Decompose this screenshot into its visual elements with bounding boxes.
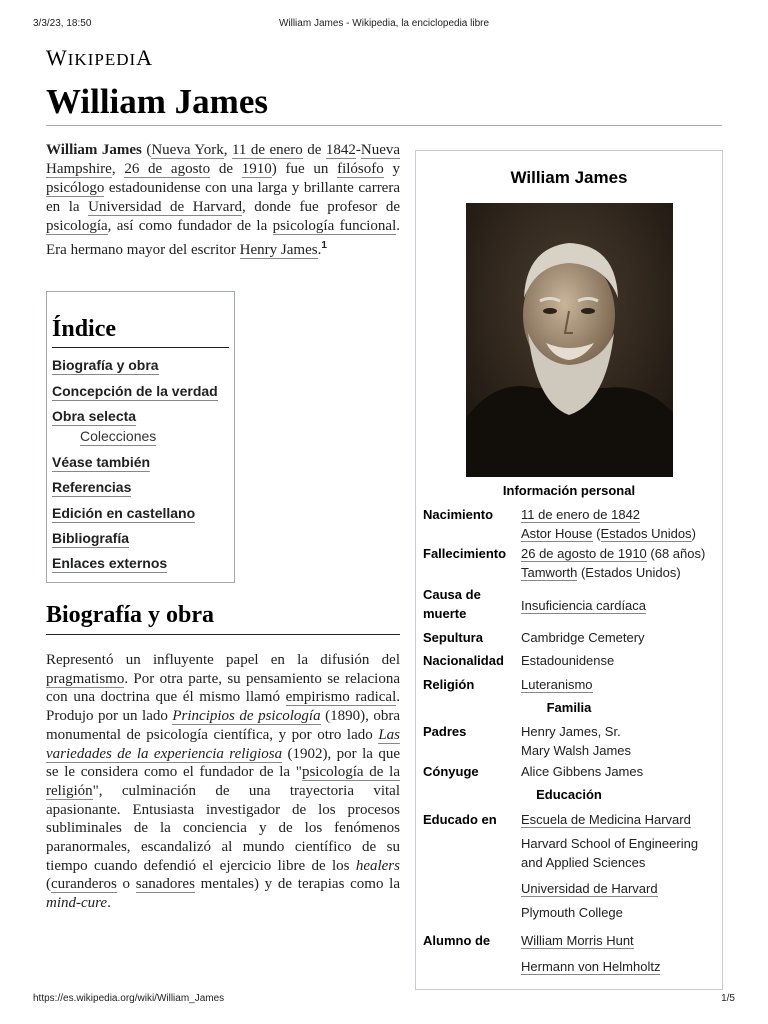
link-tamworth[interactable]: Tamworth [521,565,578,580]
link-curanderos[interactable]: curanderos [51,876,117,893]
birth-label: Nacimiento [423,507,494,522]
link-universidad-harvard[interactable]: Universidad de Harvard [521,881,658,896]
student-label: Alumno de [423,933,491,948]
section-heading: Biografía y obra [46,602,214,628]
link-sanadores[interactable]: sanadores [135,876,195,893]
teacher-2 [521,957,719,976]
text: . [317,242,322,258]
toc-item[interactable]: Obra selecta [52,408,137,424]
link-filosofo[interactable]: filósofo [337,161,384,177]
link-insuficiencia[interactable]: Insuficiencia cardíaca [521,598,647,613]
religion-value [521,675,719,694]
text: de [210,161,242,177]
cause-value [521,596,719,615]
parent-2: Mary Walsh James [521,743,632,758]
lead-paragraph [46,141,400,260]
link-harvard[interactable]: Universidad de Harvard [88,199,242,215]
toc-heading: Índice [52,316,117,342]
link-nueva-york[interactable]: Nueva York [151,142,224,158]
text: . Por otra parte, su pensamiento se relaciona con una doctrina que él mismo llamó [46,670,400,706]
reference-marker[interactable]: 1 [321,240,327,251]
link-birth-day[interactable]: 11 de enero [231,142,303,158]
link-birth-year[interactable]: 1842 [325,142,356,158]
link-psicologo[interactable]: psicólogo [46,180,105,196]
wikipedia-logo[interactable] [46,45,153,71]
parent-1: Henry James, Sr. [521,724,621,739]
cause-label: Causa de muerte [423,587,481,621]
death-age: (68 años) [646,546,706,561]
parents-label: Padres [423,724,467,739]
burial-value: Cambridge Cemetery [521,630,645,645]
link-principios[interactable]: Principios de psicología [172,708,321,725]
religion-label: Religión [423,677,475,692]
link-helmholtz[interactable]: Hermann von Helmholtz [521,959,661,974]
toc-item[interactable]: Véase también [52,454,151,470]
logo-part: W [46,45,68,70]
text: . [107,895,111,912]
school-3 [521,879,719,898]
text: y [383,161,400,177]
link-pragmatismo[interactable]: pragmatismo [46,670,125,687]
text: , así como fundador de la [107,218,273,234]
link-variedades[interactable]: Las variedades de la experiencia religiosa [46,726,400,762]
death-country: (Estados Unidos) [577,565,681,580]
text: , donde fue profesor de [241,199,400,215]
text: (1890), obra monumental de psicología científica, y por otro lado [46,708,400,743]
section-paragraph [46,651,400,913]
toc-item[interactable]: Enlaces externos [52,555,168,571]
text: - [355,142,361,158]
text: mentales) y de terapias como la [194,876,401,893]
parents-value [521,722,719,760]
text: , [223,142,232,158]
link-astor-house[interactable]: Astor House [521,526,593,541]
teacher-1 [521,931,719,950]
section-personal-info: Información personal [502,483,636,498]
text: ) fue un [271,161,338,177]
section-family: Familia [546,700,592,715]
logo-part: IKIPEDI [67,50,137,69]
toc-item[interactable]: Edición en castellano [52,505,196,521]
link-william-morris-hunt[interactable]: William Morris Hunt [521,933,634,948]
text: o [116,876,136,893]
text: (1902), por la que se le considera como el fundador de la " [46,745,400,781]
text: ( [141,142,152,158]
text: de [302,142,326,158]
lead-name: William James [46,142,142,158]
text: estadounidense con una larga y brillante carrera en la [46,180,400,215]
table-of-contents [46,291,235,583]
link-henry-james[interactable]: Henry James [239,242,318,258]
burial-label: Sepultura [423,630,483,645]
print-url: https://es.wikipedia.org/wiki/William_James [33,993,225,1004]
spouse-value: Alice Gibbens James [521,764,644,779]
section-divider [46,634,400,635]
school-2: Harvard School of Engineering and Applied Sciences [521,836,699,870]
death-label: Fallecimiento [423,546,507,561]
link-psicologia[interactable]: psicología [46,218,108,234]
nationality-label: Nacionalidad [423,653,504,668]
emphasis: mind-cure [46,895,108,912]
link-death-date[interactable]: 26 de agosto de 1910 [521,546,647,561]
logo-part: A [136,45,154,70]
print-page-number: 1/5 [721,993,735,1004]
spouse-label: Cónyuge [423,764,479,779]
toc-item[interactable]: Bibliografía [52,530,130,546]
page-title: William James [46,82,268,121]
print-datetime: 3/3/23, 18:50 [33,18,92,29]
link-medicina-harvard[interactable]: Escuela de Medicina Harvard [521,812,691,827]
link-empirismo-radical[interactable]: empirismo radical [285,689,397,706]
school-1 [521,810,719,829]
text: , [111,161,125,177]
toc-divider [52,347,229,348]
educated-label: Educado en [423,812,497,827]
title-divider [46,125,722,126]
link-death-year[interactable]: 1910 [241,161,272,177]
toc-subitem[interactable]: Colecciones [80,428,157,444]
text: ( [46,876,51,893]
portrait-image [466,203,673,477]
nationality-value: Estadounidense [521,653,615,668]
text: . Produjo por un lado [46,689,400,725]
school-4: Plymouth College [521,905,623,920]
text: ", culminación de una trayectoria vital apasionante. Entusiasta investigador de los procesos subliminales de la conciencia y de los fenómenos paranormales, escandalizó al mundo científico de su tiempo cuando defendió el ejercicio libre de los [46,782,400,874]
birth-value: 11 de enero de 1842 Astor House (Estados Unidos) [521,507,696,541]
portrait-photo[interactable] [466,203,673,477]
link-estados-unidos[interactable]: Estados Unidos [600,526,692,541]
text: Representó un influyente papel en la difusión del [46,652,400,668]
toc-item[interactable]: Biografía y obra [52,357,159,373]
link-psicologia-funcional[interactable]: psicología funcional [272,218,397,234]
toc-item[interactable]: Referencias [52,479,132,495]
death-value [521,544,719,582]
print-title: William James - Wikipedia, la enciclopedia libre [278,18,490,29]
text: . Era hermano mayor del escritor [46,218,400,258]
link-psicologia-religion[interactable]: psicología de la religión [46,764,401,799]
link-birth-date[interactable]: 11 de enero de 1842 [521,507,641,522]
emphasis: healers [355,857,400,874]
infobox-title: William James [510,168,628,187]
link-death-day[interactable]: 26 de agosto [124,161,211,177]
section-education: Educación [536,787,602,802]
toc-item[interactable]: Concepción de la verdad [52,383,218,399]
link-luteranismo[interactable]: Luteranismo [521,677,593,692]
link-nueva-hampshire[interactable]: Nueva Hampshire [46,142,401,177]
